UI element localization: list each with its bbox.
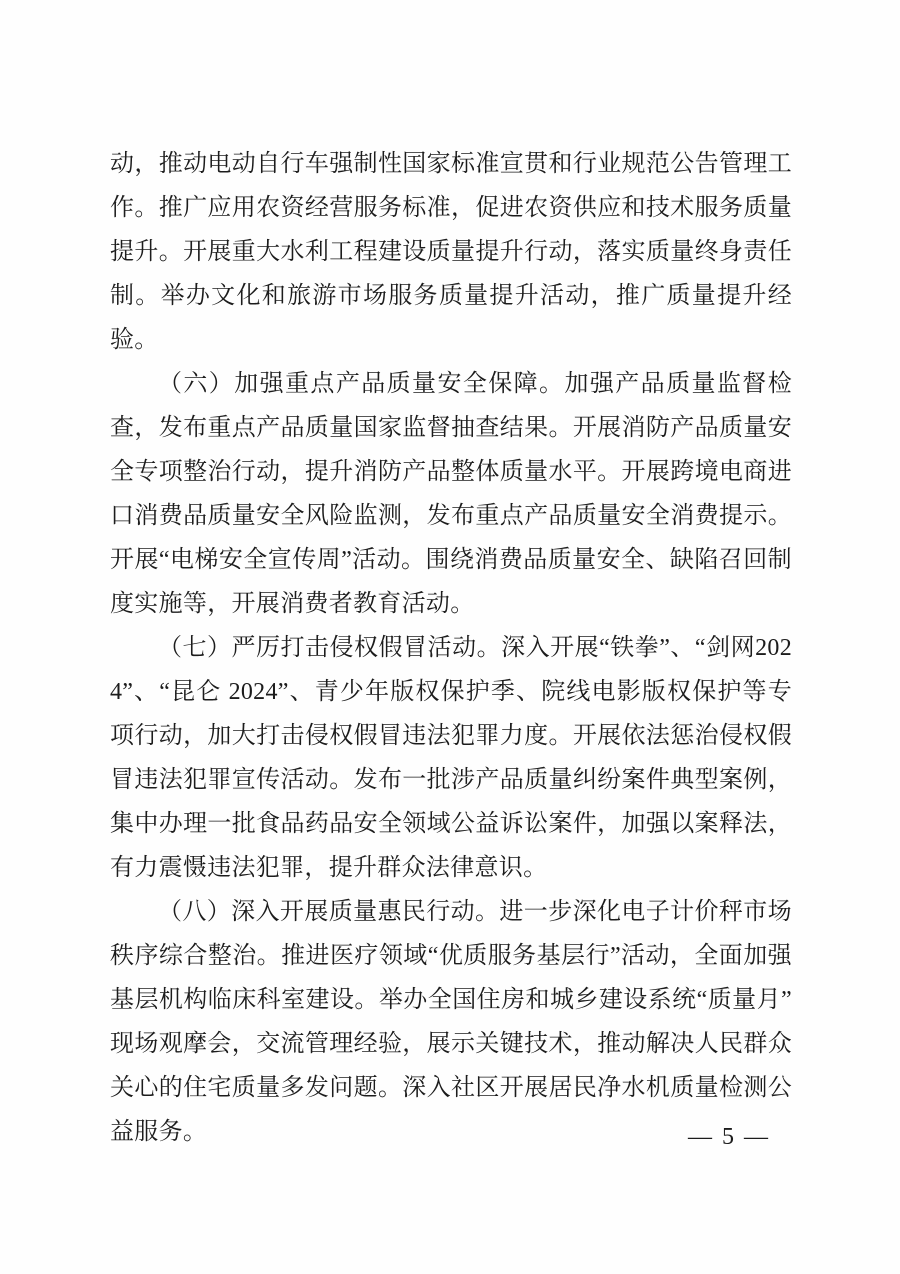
paragraph-item-8: （八）深入开展质量惠民行动。进一步深化电子计价秤市场秩序综合整治。推进医疗领域“优质服务基层行”活动，全面加强基层机构临床科室建设。举办全国住房和城乡建设系统“质量月”现场观摩会，交流管理经验，展示关键技术，推动解决人民群众关心的住宅质量多发问题。深入社区开展居民净水机质量检测公益服务。 bbox=[110, 899, 792, 1145]
document-body bbox=[110, 142, 792, 1154]
paragraph-item-6: （六）加强重点产品质量安全保障。加强产品质量监督检查，发布重点产品质量国家监督抽查结果。开展消防产品质量安全专项整治行动，提升消防产品整体质量水平。开展跨境电商进口消费品质量安全风险监测，发布重点产品质量安全消费提示。开展“电梯安全宣传周”活动。围绕消费品质量安全、缺陷召回制度实施等，开展消费者教育活动。 bbox=[110, 371, 792, 617]
page-number: — 5 — bbox=[688, 1124, 770, 1150]
paragraph-item-7: （七）严厉打击侵权假冒活动。深入开展“铁拳”、“剑网2024”、“昆仑 2024”、青少年版权保护季、院线电影版权保护等专项行动，加大打击侵权假冒违法犯罪力度。开展依法惩治侵权假冒违法犯罪宣传活动。发布一批涉产品质量纠纷案件典型案例，集中办理一批食品药品安全领域公益诉讼案件，加强以案释法，有力震慑违法犯罪，提升群众法律意识。 bbox=[110, 635, 792, 881]
paragraph-continuation: 动，推动电动自行车强制性国家标准宣贯和行业规范公告管理工作。推广应用农资经营服务标准，促进农资供应和技术服务质量提升。开展重大水利工程建设质量提升行动，落实质量终身责任制。举办文化和旅游市场服务质量提升活动，推广质量提升经验。 bbox=[110, 151, 792, 353]
